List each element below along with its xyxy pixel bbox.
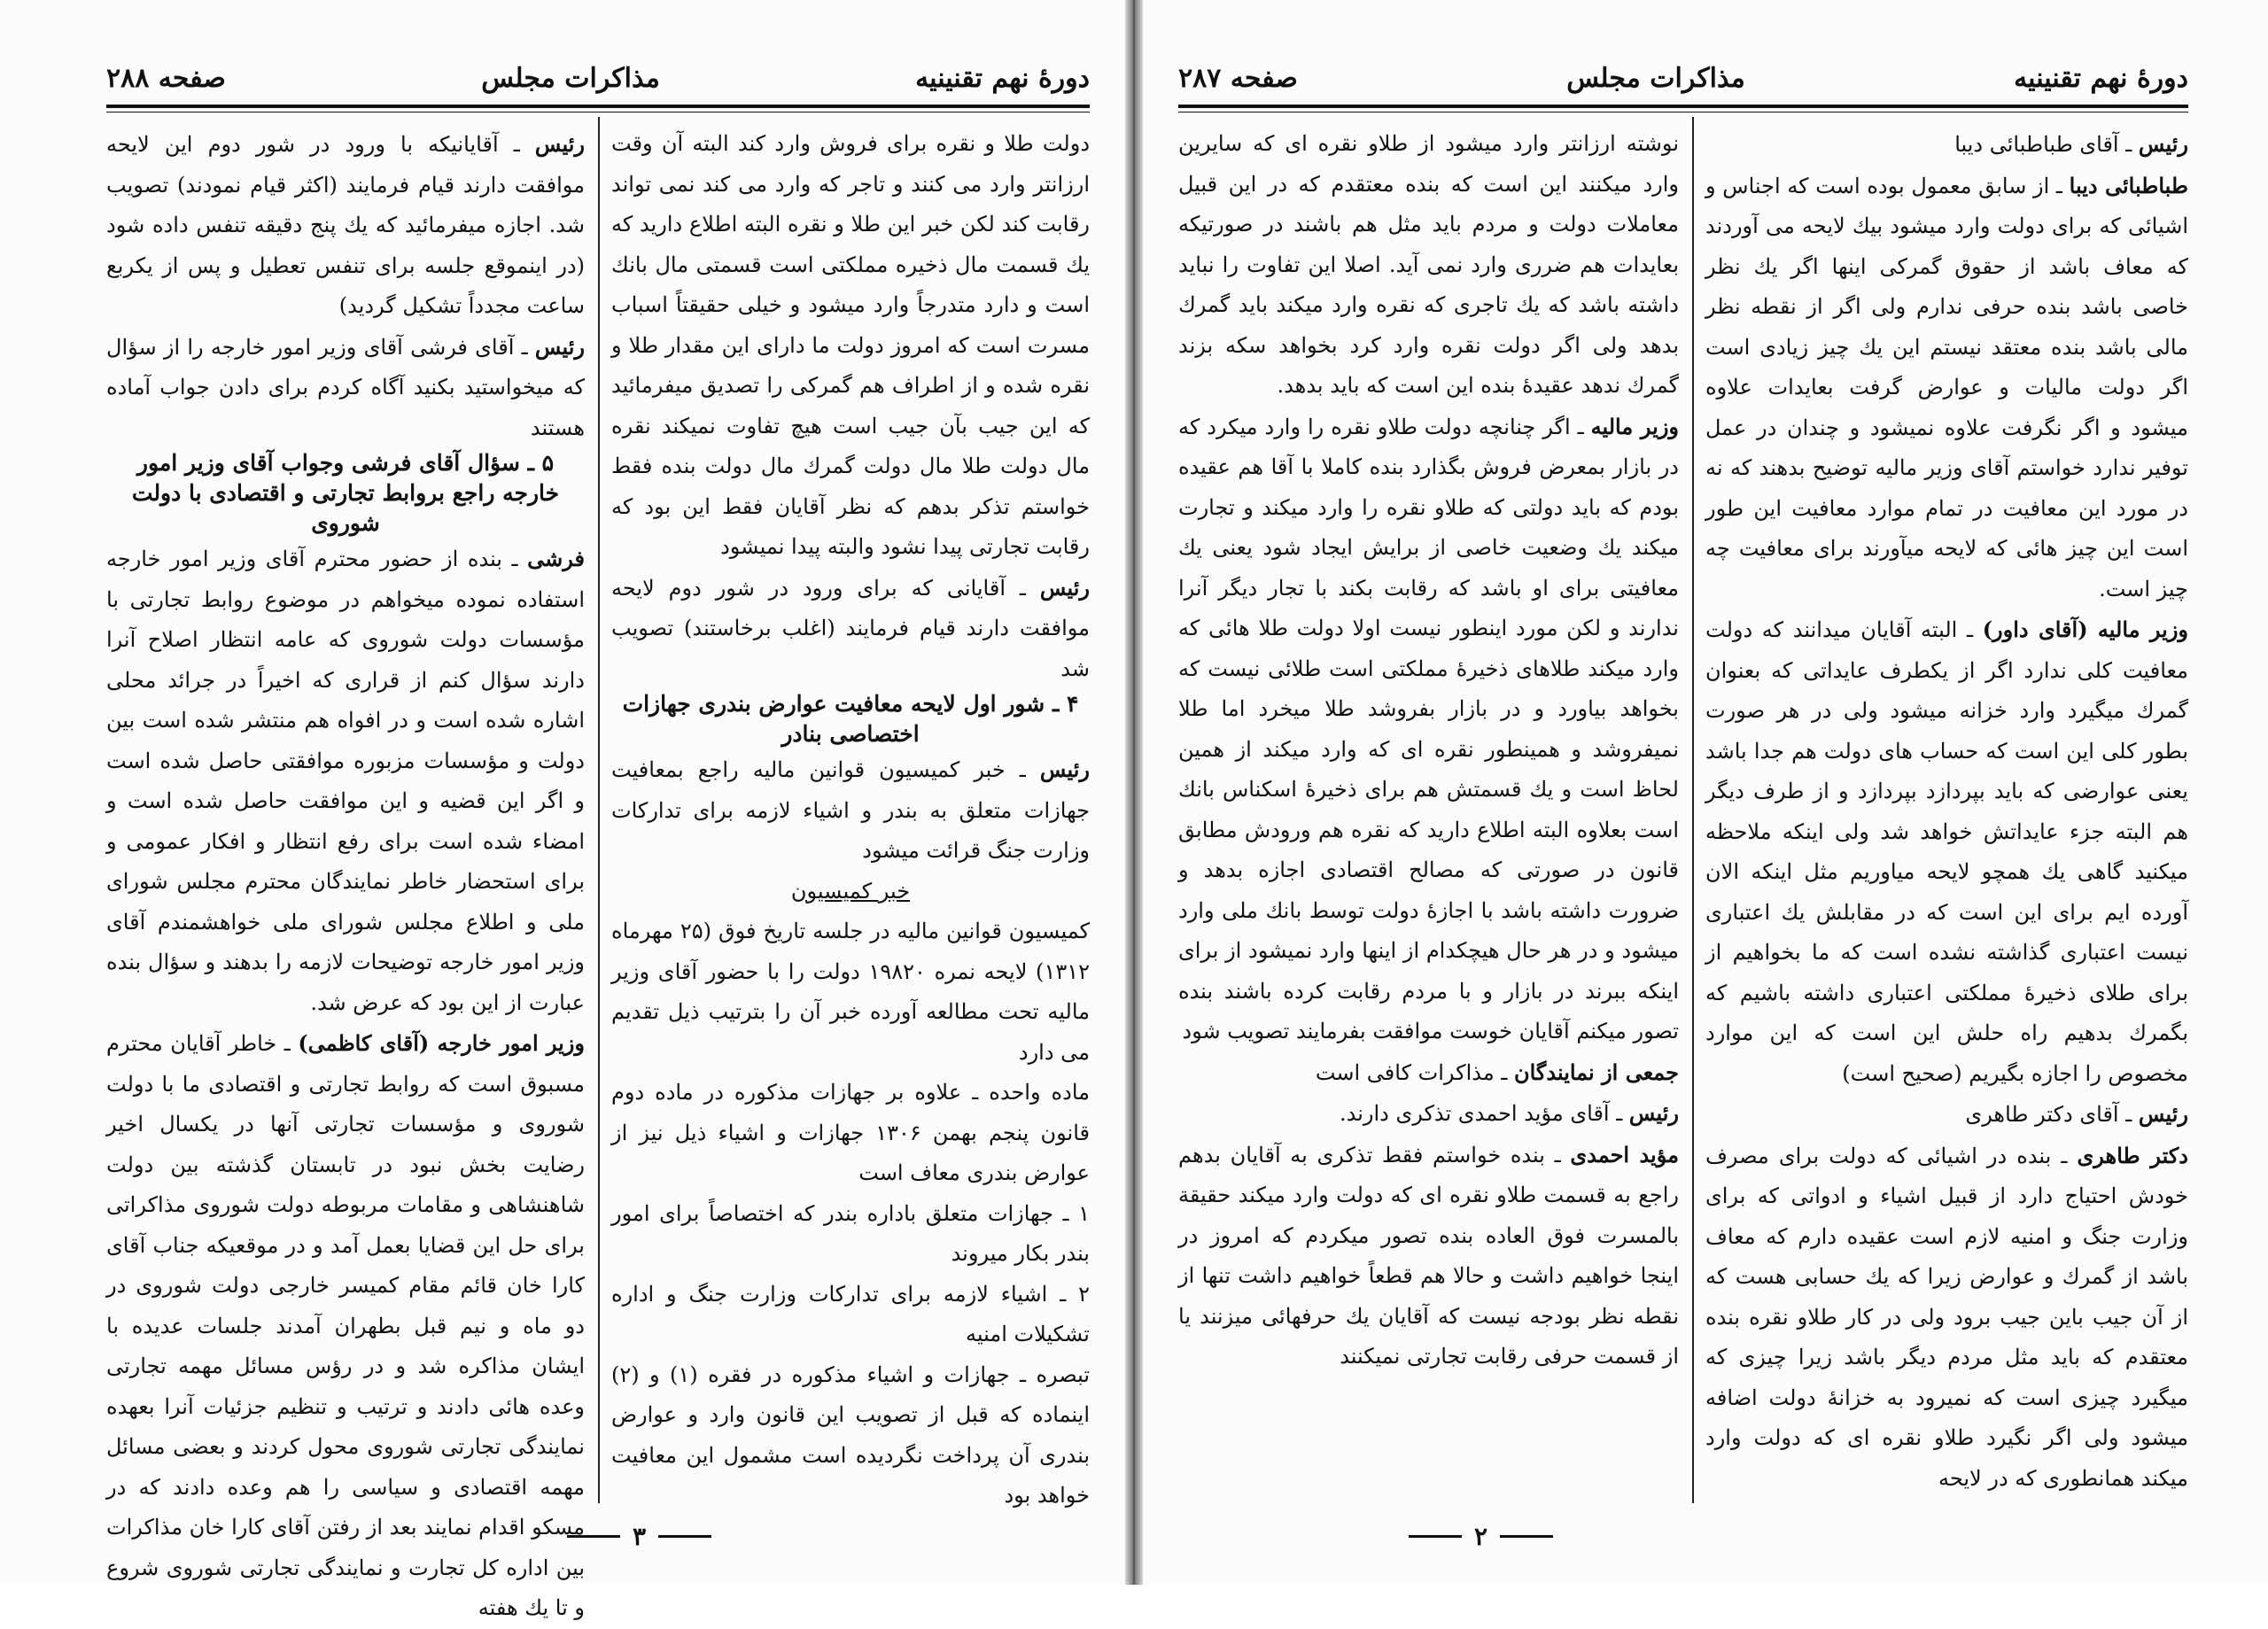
body-paragraph: نوشته ارزانتر وارد میشود از طلاو نقره ای که سایرین وارد میکنند این است که بنده معتقدم که در این قبیل معاملات دولت و مردم باید مثل هم باشند در صورتیکه بعایدات هم ضرری وارد نمی آید. اصلا این تفاوت را نباید داشته باشد که یك تاجری که نقره وارد میکند باید گمرك بدهد ولی اگر دولت نقره وارد کرد بخواهد سکه بزند گمرك ندهد عقیدهٔ بنده این است که باید بدهد.: [1178, 131, 1679, 398]
body-paragraph: دولت طلا و نقره برای فروش وارد کند البته آن وقت ارزانتر وارد می کنند و تاجر که وارد می کند نمی تواند رقابت کند لکن خبر این طلا و نقره البته اطلاع دارید که یك قسمت مال ذخیره مملکتی است قسمتی مال بانك است و دارد متدرجاً وارد میشود و خیلی حقیقتاً اسباب مسرت است که امروز دولت ما دارای این مقدار طلا و نقره شده و از اطراف هم گمرکی را تصدیق میفرمائید که این جیب بآن جیب است هیچ تفاوت نمیکند نقره مال دولت طلا مال دولت گمرك مال دولت بنده فقط خواستم تذکر بدهم که نظر آقایان فقط این بود که رقابت تجارتی پیدا نشود والبته پیدا نمیشود: [611, 131, 1090, 559]
speech-text: ـ آقایانیکه با ورود در شور دوم این لایحه موافقت دارند قیام فرمایند (اکثر قیام نمودند) تصویب شد. اجازه میفرمائید که یك پنج دقیقه تنفس داده شود (در اینموقع جلسه برای تنفس تعطیل و پس از یکربع ساعت مجدداً تشکیل گردید): [106, 132, 585, 318]
speech-paragraph: [106, 124, 585, 327]
speaker-name: فرشی: [527, 546, 585, 571]
body-paragraph: کمیسیون قوانین مالیه در جلسه تاریخ فوق (۲۵ مهرماه ۱۳۱۲) لایحه نمره ۱۹۸۲۰ دولت را با حضور آقای وزیر مالیه تحت مطالعه آورده خبر آن را بترتیب ذیل تقدیم می دارد: [611, 919, 1091, 1065]
speaker-name: وزیر مالیه (آقای داور): [1982, 617, 2188, 642]
speaker-name: رئیس: [1628, 1100, 1679, 1126]
speech-paragraph: [1705, 1094, 2188, 1136]
body-paragraph: ۱ ـ جهازات متعلق باداره بندر که اختصاصاً برای امور بندر بکار میروند: [611, 1200, 1090, 1266]
speech-text: ـ بنده در اشیائی که دولت برای مصرف خودش احتیاج دارد از قبیل اشیاء و ادواتی که برای وزارت جنگ و امنیه لازم است عقیده دارم که معاف باشد از گمرك و عوارض زیرا که یك حسابی هست که از آن جیب باین جیب برود ولی در کار طلاو نقره بنده معتقدم که باید مثل مردم دیگر باشد زیرا چیزی که میگیرد چیزی است که نمیرود به خزانهٔ دولت اضافه میشود ولی اگر نگیرد طلاو نقره ای که دولت وارد میکند همانطوری که در لایحه: [1705, 1143, 2188, 1491]
speech-paragraph: [1178, 1052, 1679, 1094]
left-page-left-column: [106, 124, 585, 1620]
right-page-column-divider: [1692, 117, 1694, 1503]
book-gutter: [1125, 0, 1143, 1585]
speech-text: ـ آقای مؤید احمدی تذکری دارند.: [1339, 1101, 1629, 1126]
speaker-name: رئیس: [534, 131, 585, 157]
left-header-center: مذاکرات مجلس: [481, 62, 660, 94]
speech-paragraph: [1705, 609, 2188, 1094]
left-header-rule: [106, 105, 1090, 108]
speech-paragraph: [1705, 124, 2188, 166]
speaker-name: رئیس: [2138, 1101, 2188, 1127]
right-page: [1143, 0, 2268, 1585]
body-paragraph: ماده واحده ـ علاوه بر جهازات مذکوره در ماده دوم قانون پنجم بهمن ۱۳۰۶ جهازات و اشیاء ذیل نیز از عوارض بندری معاف است: [611, 1080, 1090, 1185]
right-page-header: [1178, 51, 2188, 105]
left-page-number-value: ۳: [633, 1522, 647, 1551]
right-page-left-column: [1178, 124, 1679, 1497]
right-page-number-value: ۲: [1474, 1522, 1488, 1551]
speech-text: ـ خبر کمیسیون قوانین مالیه راجع بمعافیت جهازات متعلق به بندر و اشیاء لازمه برای تدارکات وزارت جنگ قرائت میشود: [611, 757, 1090, 863]
left-page: [0, 0, 1125, 1620]
left-page-number: [567, 1522, 711, 1551]
speech-text: ـ آقای دکتر طاهری: [1965, 1102, 2139, 1127]
speech-text: ـ آقای فرشی آقای وزیر امور خارجه را از سؤال که میخواستید بکنید آگاه کردم برای دادن جواب آماده هستند: [106, 334, 585, 440]
speech-paragraph: [106, 539, 585, 1023]
speaker-name: وزیر مالیه: [1590, 413, 1680, 439]
speech-text: ـ بنده خواستم فقط تذکری به آقایان بدهم راجع به قسمت طلاو نقره ای که دولت وارد میکند حقیقة بالمسرت فوق العاده بنده تصور میکردم که امروز در اینجا خواهیم داشت و حالا هم قطعاً خواهیم داشت تنها از نقطه نظر بودجه نیست که آقایان یك حرفهائی میزنند یا از قسمت حرفی رقابت تجارتی نمیکنند: [1178, 1142, 1680, 1369]
speaker-name: طباطبائی دیبا: [2069, 172, 2188, 198]
right-page-right-column: [1705, 124, 2188, 1497]
right-page-number: [1409, 1522, 1553, 1551]
speaker-name: رئیس: [534, 333, 585, 360]
speech-text: ـ البته آقایان میدانند که دولت معافیت کلی ندارد اگر از یکطرف عایداتی که بعنوان گمرك میگیرد وارد خزانه میشود ولی در هر صورت بطور کلی این است که حساب های دولت هم جدا باشد یعنی عوارضی که باید بپردازد بپردازد و از طرف دیگر هم البته جزء عایداتش خواهد شد ولی اینکه ملاحظه میکنید گاهی یك همچو لایحه میاوریم مثل اینکه الان آورده ایم برای این است که در مقابلش یك اعتباری نیست اعتباری گذاشته نشده است که ما بخواهیم از برای طلای ذخیرهٔ مملکتی اعتباری داشته باشیم که بگمرك بدهیم راه حلش این است که این موارد مخصوص را اجازه بگیریم (صحیح است): [1705, 617, 2188, 1086]
speaker-name: دکتر طاهری: [2077, 1142, 2188, 1168]
speech-paragraph: [1178, 1093, 1679, 1135]
speech-paragraph: [1705, 166, 2188, 610]
speech-text: ـ اگر چنانچه دولت طلاو نقره را وارد میکرد که در بازار بمعرض فروش بگذارد بنده کاملا با آقا هم عقیده بودم که باید دولتی که طلاو نقره را وارد میکند و تجارت میکند یك وضعیت خاصی از برایش ایجاد شود یعنی یك معافیتی برای او باشد که رقابت بکند با تجار دیگر آنرا ندارند و لکن مورد اینطور نیست اولا دولت طلا هائی که وارد میکند طلاهای ذخیرهٔ مملکتی است طلائی نیست که بخواهد بیاورد و در بازار بفروشد طلا میخرد اما طلا نمیفروشد و همینطور نقره ای که وارد میکند از همین لحاظ است و یك قسمتش هم برای ذخیرهٔ اسکناس بانك است بعلاوه البته اطلاع دارید که نقره هم ورودش مطابق قانون در صورتی که مصالح اقتصادی اجازه بدهد و ضرورت داشته باشد با اجازهٔ دولت توسط بانك ملی وارد میشود و در هر حال هیچکدام از اینها وارد نمیشود از برای اینکه ببرند در بازار و با مردم رقابت کرده باشند بنده تصور میکنم آقایان خوست موافقت بفرمایند تصویب شود: [1178, 414, 1680, 1043]
speaker-name: وزیر امور خارجه (آقای کاظمی): [298, 1030, 585, 1056]
speech-paragraph: [1178, 1135, 1679, 1377]
speaker-name: رئیس: [1039, 574, 1090, 601]
speech-text: ـ از سابق معمول بوده است که اجناس و اشیائی که برای دولت وارد میشود بیك لایحه می آوردند که معاف باشد از حقوق گمرکی اینها اگر یك نظر خاصی باشد بنده حرفی ندارم ولی اگر از نقطه نظر مالی باشد بنده معتقد نیستم این یك چیز زیادی است اگر دولت مالیات و عوارض گرفت بعایدات علاوه میشود و اگر نگرفت علاوه نمیشود و چندان در عمل توفیر ندارد خواستم آقای وزیر مالیه توضیح بدهند که نه در مورد این معافیت در تمام موارد معافیت این طور است این چیز هائی که لایحه میآورند برای معافیت چه چیز است.: [1705, 173, 2189, 601]
speech-text: ـ مذاکرات کافی است: [1315, 1059, 1514, 1085]
left-page-header: [106, 51, 1090, 105]
speech-paragraph: [106, 327, 585, 449]
body-paragraph: ۲ ـ اشیاء لازمه برای تدارکات وزارت جنگ و اداره تشکیلات امنیه: [611, 1281, 1090, 1346]
speaker-name: رئیس: [1039, 756, 1090, 782]
speech-paragraph: [106, 1023, 585, 1629]
speech-paragraph: [1178, 407, 1679, 1052]
left-page-right-column: [611, 124, 1091, 1508]
speech-text: ـ بنده از حضور محترم آقای وزیر امور خارجه استفاده نموده میخواهم در موضوع روابط تجارتی با مؤسسات دولت شوروی که عامه انتظار اصلاح آنرا دارند سؤال کنم از قراری که اخیراً در جرائد محلی اشاره شده است و در افواه هم منتشر شده است بین دولت و مؤسسات مزبوره موافقتی حاصل شده است و اگر این قضیه و این موافقت حاصل شده است و امضاء شده است برای رفع انتظار و افکار عمومی و برای استحضار خاطر نمایندگان محترم مجلس شورای ملی و اطلاع مجلس شورای ملی خواهشمندم آقای وزیر امور خارجه توضیحات لازمه را بدهند و سؤال بنده عبارت از این بود که عرض شد.: [106, 547, 585, 1015]
speech-text: ـ آقایانی که برای ورود در شور دوم لایحه موافقت دارند قیام فرمایند (اغلب برخاستند) تصویب شد: [611, 575, 1090, 681]
speech-text: ـ خاطر آقایان محترم مسبوق است که روابط تجارتی و اقتصادی ما با دولت شوروی و مؤسسات تجارتی آنها در یکسال اخیر رضایت بخش نبود در تابستان گذشته بین دولت شاهنشاهی و مقامات مربوطه دولت شوروی مذاکراتی برای حل این قضایا بعمل آمد و در موقعیکه جناب آقای کارا خان قائم مقام کمیسر خارجی دولت شوروی در دو ماه و نیم قبل بطهران آمدند جلسات عدیده با ایشان مذاکره شد و در رؤس مسائل مهمه تجارتی وعده هائی دادند و ترتیب و تنظیم جزئیات آنرا بعهده نمایندگی تجارتی شوروی محول کردند و بعضی مسائل مهمه اقتصادی و سیاسی را هم وعده دادند که در مسکو اقدام نمایند بعد از رفتن آقای کارا خان مذاکرات بین اداره کل تجارت و نمایندگی تجارتی شوروی شروع و تا یك هفته: [106, 1031, 585, 1620]
right-header-center: مذاکرات مجلس: [1566, 62, 1745, 94]
speaker-name: جمعی از نمایندگان: [1513, 1059, 1679, 1085]
section-heading: ۴ ـ شور اول لایحه معافیت عوارض بندری جهازات اختصاصی بنادر: [622, 691, 1079, 747]
speech-paragraph: [611, 749, 1090, 872]
speech-paragraph: [1705, 1136, 2188, 1500]
right-header-page-label: صفحه ۲۸۷: [1178, 62, 1298, 94]
left-header-page-label: صفحه ۲۸۸: [106, 62, 226, 94]
body-paragraph: تبصره ـ جهازات و اشیاء مذکوره در فقره (۱) و (۲) اینماده که قبل از تصویب این قانون وارد و عوارض بندری آن پرداخت نگردیده است مشمول این معافیت خواهد بود: [611, 1361, 1090, 1508]
speaker-name: مؤید احمدی: [1570, 1141, 1679, 1167]
sub-heading: خبر کمیسیون: [790, 878, 911, 904]
right-header-title: دورهٔ نهم تقنینیه: [2014, 62, 2188, 94]
section-heading: ۵ ـ سؤال آقای فرشی وجواب آقای وزیر امور خارجه راجع بروابط تجارتی و اقتصادی با دولت شوروی: [131, 450, 560, 536]
speaker-name: رئیس: [2138, 131, 2188, 157]
left-header-title: دورهٔ نهم تقنینیه: [915, 62, 1090, 94]
speech-text: ـ آقای طباطبائی دیبا: [1954, 132, 2139, 157]
speech-paragraph: [611, 568, 1090, 690]
left-page-column-divider: [598, 117, 600, 1503]
right-header-rule: [1178, 105, 2188, 108]
